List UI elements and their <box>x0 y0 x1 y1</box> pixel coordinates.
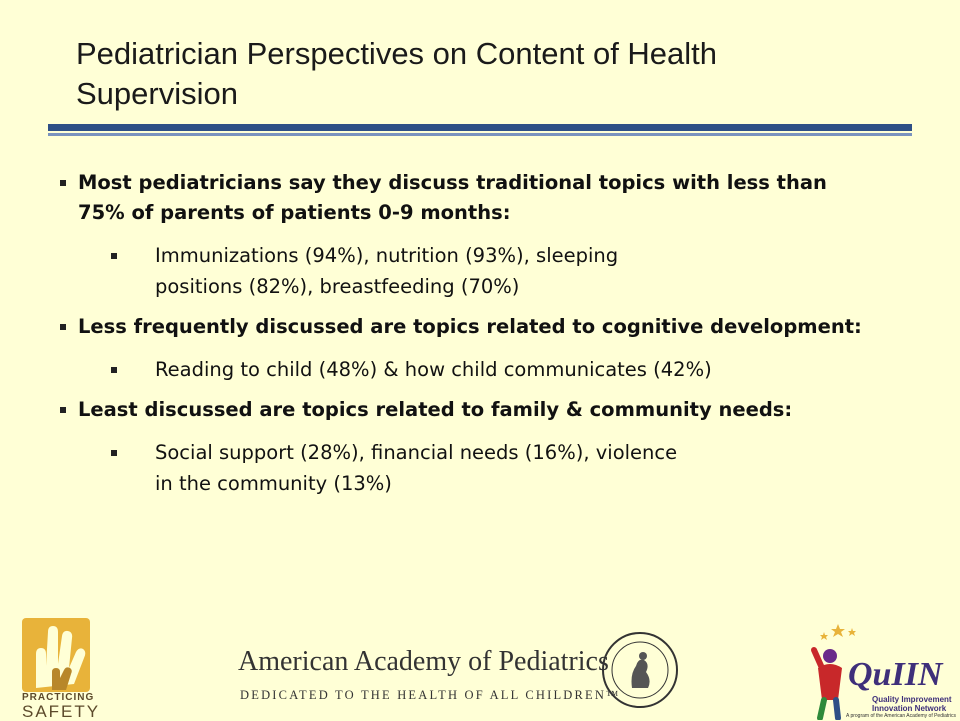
quiin-subtitle-line1: Quality Improvement <box>872 695 952 704</box>
aap-name: American Academy of Pediatrics <box>238 646 609 677</box>
bullet-cognitive-development <box>56 312 876 342</box>
square-bullet-icon <box>60 407 66 413</box>
square-bullet-icon <box>60 324 66 330</box>
sub-bullet-text: Social support (28%), financial needs (16%), violence in the community (13%) <box>155 441 678 495</box>
square-bullet-icon <box>111 253 117 259</box>
bullet-traditional-topics <box>56 168 876 228</box>
divider-thick-line <box>48 124 912 131</box>
aap-tagline: DEDICATED TO THE HEALTH OF ALL CHILDREN™ <box>240 688 621 702</box>
bullet-text: Most pediatricians say they discuss traditional topics with less than 75% of parents of patients 0-9 months: <box>78 171 827 224</box>
sub-bullet-cognitive-development <box>56 354 876 385</box>
bullet-family-community <box>56 395 876 425</box>
square-bullet-icon <box>111 367 117 373</box>
bullet-text: Less frequently discussed are topics related to cognitive development: <box>78 315 862 338</box>
aap-seal-icon <box>600 630 680 710</box>
quiin-subtitle-line2: Innovation Network <box>872 704 947 713</box>
square-bullet-icon <box>111 450 117 456</box>
sub-bullet-family-community <box>56 437 695 499</box>
sub-bullet-text: Immunizations (94%), nutrition (93%), sleeping positions (82%), breastfeeding (70%) <box>155 244 619 298</box>
footer-logos <box>0 600 960 720</box>
quiin-program-note: A program of the American Academy of Pediatrics <box>846 713 957 719</box>
divider-thin-line <box>48 133 912 136</box>
practicing-label: PRACTICING <box>22 692 95 703</box>
bullet-list <box>56 168 876 509</box>
practicing-safety-wordmark <box>22 692 102 721</box>
square-bullet-icon <box>60 180 66 186</box>
quiin-wordmark: QuIIN <box>848 656 943 693</box>
title-divider <box>48 124 912 138</box>
quiin-subtitle <box>872 695 960 713</box>
slide-title: Pediatrician Perspectives on Content of Health Supervision <box>76 36 718 111</box>
sub-bullet-text: Reading to child (48%) & how child communicates (42%) <box>155 358 712 381</box>
safety-label: SAFETY <box>22 702 101 721</box>
bullet-text: Least discussed are topics related to family & community needs: <box>78 398 793 421</box>
sub-bullet-traditional-topics <box>56 240 655 302</box>
